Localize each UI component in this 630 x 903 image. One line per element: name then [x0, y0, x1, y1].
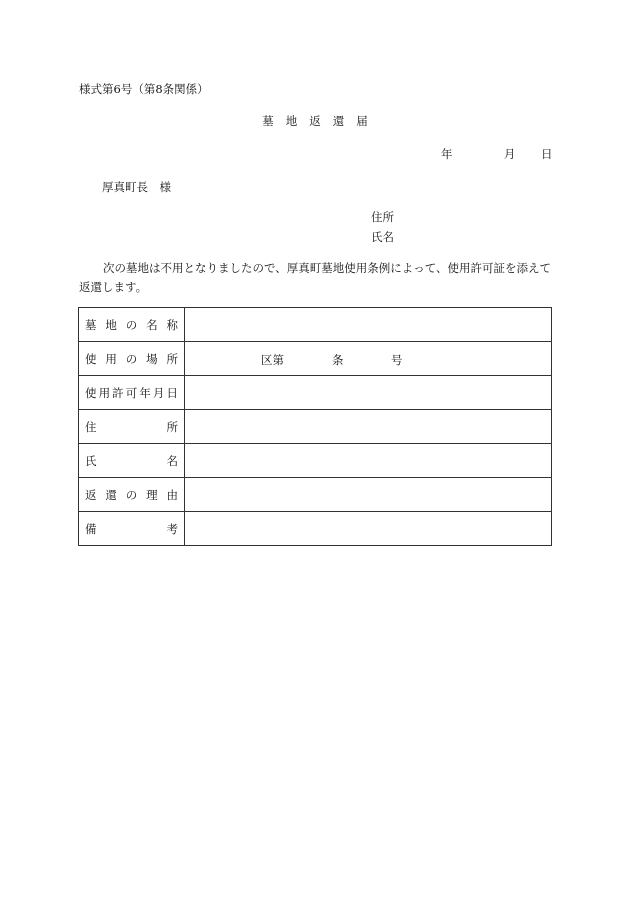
article-label: 条 — [332, 353, 344, 367]
title-char: 墓 — [262, 114, 274, 128]
ward-label: 区第 — [261, 353, 284, 367]
addressee: 厚真町長 様 — [102, 180, 171, 194]
title-char: 還 — [332, 114, 345, 128]
field-name[interactable] — [185, 444, 552, 478]
applicant-name-label: 氏名 — [371, 230, 394, 244]
table-row — [79, 308, 552, 342]
field-permit-date[interactable] — [185, 376, 552, 410]
month-label: 月 — [503, 147, 516, 161]
number-label: 号 — [391, 353, 403, 367]
field-return-reason[interactable] — [185, 478, 552, 512]
title-char: 返 — [309, 114, 321, 128]
table-row — [79, 410, 552, 444]
table-row — [79, 478, 552, 512]
label-usage-location: 使 用 の 場 所 — [79, 342, 185, 376]
label-cemetery-name: 墓 地 の 名 称 — [79, 308, 185, 342]
day-label: 日 — [540, 147, 553, 161]
label-remarks: 備 考 — [79, 512, 185, 546]
field-cemetery-name[interactable] — [185, 308, 552, 342]
label-return-reason: 返 還 の 理 由 — [79, 478, 185, 512]
applicant-address-label: 住所 — [371, 210, 394, 224]
field-usage-location[interactable] — [185, 342, 552, 376]
label-permit-date: 使 用 許 可 年 月 日 — [79, 376, 185, 410]
field-address[interactable] — [185, 410, 552, 444]
form-number: 様式第6号（第8条関係） — [79, 82, 209, 96]
year-label: 年 — [441, 147, 453, 161]
table-row — [79, 512, 552, 546]
field-remarks[interactable] — [185, 512, 552, 546]
table-row — [79, 444, 552, 478]
document-title — [0, 113, 630, 129]
title-char: 地 — [285, 114, 298, 128]
label-name: 氏 名 — [79, 444, 185, 478]
date-line — [441, 146, 552, 162]
body-text: 次の墓地は不用となりましたので、厚真町墓地使用条例によって、使用許可証を添えて返還します。 — [79, 261, 552, 294]
label-address: 住 所 — [79, 410, 185, 444]
return-form-table — [78, 307, 552, 546]
table-row — [79, 342, 552, 376]
table-row — [79, 376, 552, 410]
title-char: 届 — [356, 114, 368, 128]
